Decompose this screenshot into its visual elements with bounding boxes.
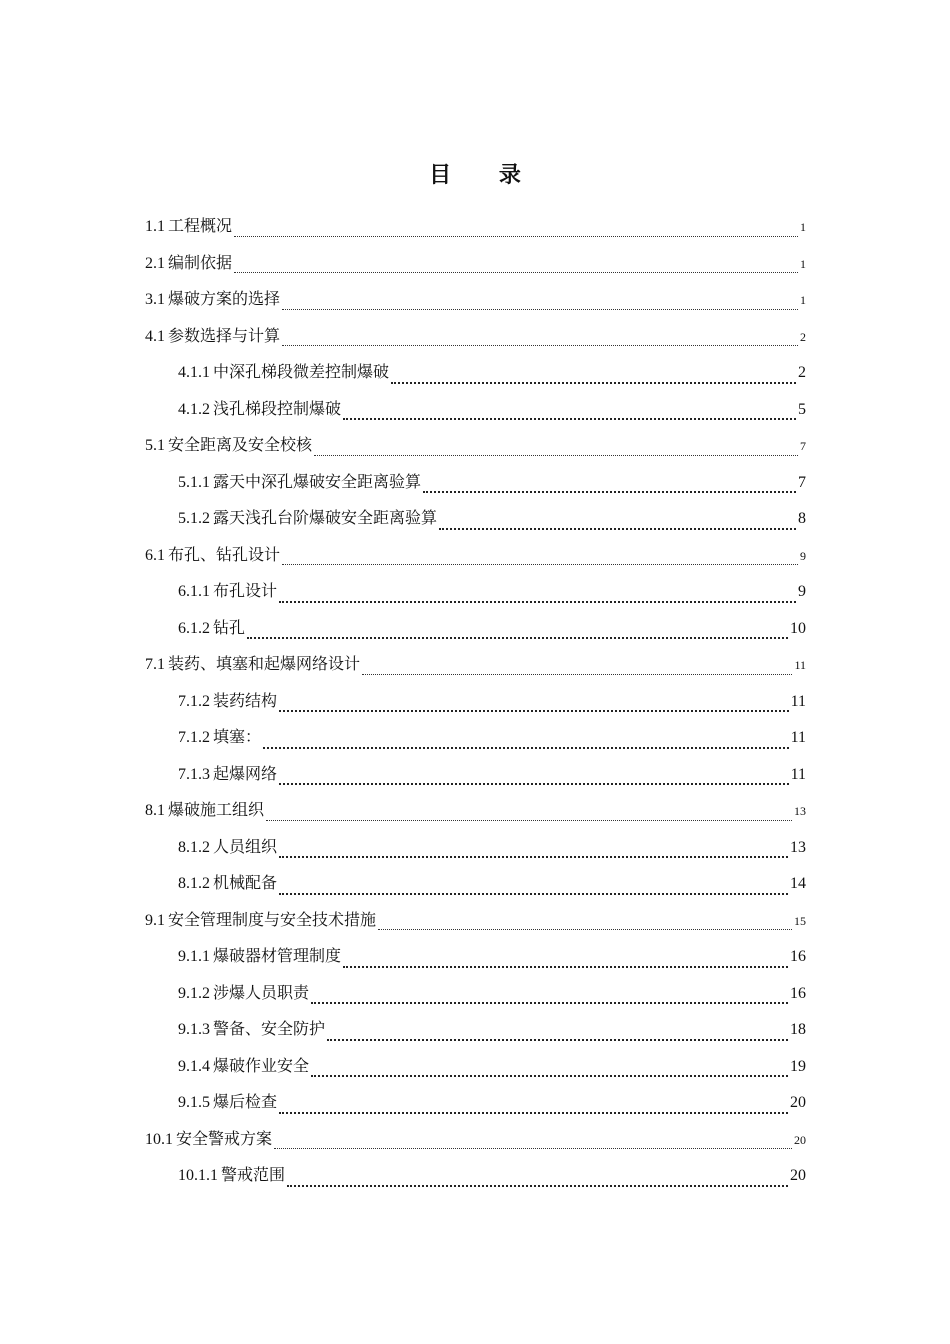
toc-entry[interactable] — [145, 537, 806, 574]
toc-entry-number: 8.1.2 — [178, 838, 210, 856]
toc-entry-title: 爆后检查 — [213, 1092, 278, 1111]
toc-entry-page-number: 19 — [790, 1057, 806, 1075]
toc-entry-title: 装药、填塞和起爆网络设计 — [168, 654, 361, 673]
table-of-contents — [145, 208, 806, 1194]
toc-entry-title: 参数选择与计算 — [168, 325, 281, 345]
toc-entry-title: 编制依据 — [168, 252, 233, 272]
toc-entry[interactable] — [145, 573, 806, 610]
toc-dot-leader — [287, 1174, 788, 1194]
toc-dot-leader — [279, 882, 788, 902]
toc-entry-page-number: 11 — [790, 729, 806, 746]
toc-entry[interactable] — [145, 391, 806, 428]
toc-entry-title: 爆破器材管理制度 — [213, 946, 342, 965]
toc-entry-title: 布孔设计 — [213, 581, 278, 600]
toc-entry-number: 4.1 — [145, 327, 165, 345]
toc-dot-leader — [282, 334, 798, 354]
toc-entry-page-number: 20 — [790, 1167, 806, 1184]
toc-entry-title: 爆破方案的选择 — [168, 289, 281, 308]
toc-entry-page-number: 20 — [794, 1132, 806, 1147]
toc-entry-title: 安全管理制度与安全技术措施 — [168, 909, 377, 929]
toc-dot-leader — [279, 1101, 788, 1121]
toc-entry[interactable] — [145, 427, 806, 464]
toc-entry-page-number: 2 — [800, 329, 806, 344]
toc-entry-number: 6.1 — [145, 546, 165, 564]
toc-dot-leader — [343, 955, 788, 975]
toc-entry-number: 8.1 — [145, 802, 165, 819]
toc-entry[interactable] — [145, 208, 806, 245]
toc-dot-leader — [327, 1028, 788, 1048]
toc-entry-number: 9.1.1 — [178, 948, 210, 965]
toc-entry-number: 7.1.3 — [178, 765, 210, 783]
toc-entry-title: 布孔、钻孔设计 — [168, 544, 281, 564]
toc-dot-leader — [234, 261, 798, 281]
toc-entry-page-number: 1 — [800, 220, 806, 234]
toc-entry-number: 5.1.2 — [178, 510, 210, 527]
toc-entry-page-number: 16 — [790, 948, 806, 965]
toc-dot-leader — [282, 553, 798, 573]
toc-dot-leader — [439, 517, 796, 537]
toc-entry-page-number: 13 — [790, 838, 806, 856]
toc-dot-leader — [391, 371, 796, 391]
toc-entry[interactable] — [145, 829, 806, 866]
toc-entry-page-number: 5 — [798, 400, 806, 418]
toc-entry-number: 9.1 — [145, 911, 165, 929]
toc-entry[interactable] — [145, 719, 806, 756]
toc-entry[interactable] — [145, 646, 806, 683]
toc-entry-title: 露天浅孔台阶爆破安全距离验算 — [213, 508, 438, 527]
toc-entry-title: 工程概况 — [168, 216, 233, 235]
toc-entry-number: 5.1 — [145, 437, 165, 454]
toc-entry-page-number: 13 — [794, 804, 806, 818]
toc-entry-title: 装药结构 — [213, 690, 278, 710]
toc-entry-number: 2.1 — [145, 254, 165, 272]
toc-entry[interactable] — [145, 1157, 806, 1194]
toc-entry-number: 7.1.2 — [178, 692, 210, 710]
toc-dot-leader — [247, 626, 788, 646]
toc-entry[interactable] — [145, 1011, 806, 1048]
toc-entry[interactable] — [145, 1048, 806, 1085]
toc-entry[interactable] — [145, 281, 806, 318]
toc-entry[interactable] — [145, 245, 806, 282]
toc-entry-number: 9.1.4 — [178, 1057, 210, 1075]
toc-entry-title: 填塞： — [213, 727, 262, 746]
toc-dot-leader — [279, 845, 788, 865]
toc-dot-leader — [279, 590, 796, 610]
toc-entry-page-number: 18 — [790, 1021, 806, 1038]
toc-dot-leader — [266, 809, 792, 829]
toc-dot-leader — [343, 407, 796, 427]
toc-entry-page-number: 11 — [790, 692, 806, 710]
toc-entry[interactable] — [145, 902, 806, 939]
toc-dot-leader — [263, 736, 789, 756]
toc-entry-title: 安全警戒方案 — [176, 1128, 273, 1148]
toc-entry-title: 钻孔 — [213, 617, 246, 637]
toc-entry[interactable] — [145, 1084, 806, 1121]
toc-entry-page-number: 16 — [790, 984, 806, 1002]
toc-entry-number: 7.1.2 — [178, 729, 210, 746]
toc-dot-leader — [314, 444, 798, 464]
toc-dot-leader — [274, 1137, 792, 1157]
toc-entry-page-number: 9 — [800, 548, 806, 563]
toc-entry-page-number: 2 — [798, 364, 806, 381]
toc-entry-number: 6.1.2 — [178, 619, 210, 637]
toc-entry-number: 4.1.1 — [178, 364, 210, 381]
toc-entry-number: 4.1.2 — [178, 400, 210, 418]
toc-entry-number: 3.1 — [145, 291, 165, 308]
toc-entry[interactable] — [145, 610, 806, 647]
toc-entry-page-number: 7 — [798, 473, 806, 491]
toc-entry-title: 爆破施工组织 — [168, 800, 265, 819]
toc-entry[interactable] — [145, 975, 806, 1012]
toc-dot-leader — [423, 480, 796, 500]
toc-entry-page-number: 15 — [794, 913, 806, 928]
toc-entry[interactable] — [145, 464, 806, 501]
toc-entry[interactable] — [145, 354, 806, 391]
toc-entry-title: 人员组织 — [213, 836, 278, 856]
toc-dot-leader — [311, 991, 788, 1011]
toc-dot-leader — [234, 225, 798, 245]
toc-entry-title: 涉爆人员职责 — [213, 982, 310, 1002]
toc-entry-page-number: 1 — [800, 293, 806, 307]
toc-entry-number: 8.1.2 — [178, 875, 210, 892]
toc-title: 目 录 — [429, 162, 541, 188]
toc-entry-page-number: 10 — [790, 619, 806, 637]
toc-entry-page-number: 8 — [798, 510, 806, 527]
toc-entry-number: 9.1.5 — [178, 1094, 210, 1111]
toc-entry-title: 警备、安全防护 — [213, 1019, 326, 1038]
toc-entry-title: 警戒范围 — [221, 1165, 286, 1184]
toc-entry-page-number: 14 — [790, 875, 806, 892]
toc-entry[interactable] — [145, 865, 806, 902]
toc-dot-leader — [279, 772, 789, 792]
toc-entry-page-number: 9 — [798, 583, 806, 600]
toc-entry[interactable] — [145, 938, 806, 975]
toc-entry-page-number: 20 — [790, 1094, 806, 1111]
toc-dot-leader — [282, 298, 798, 318]
toc-entry[interactable] — [145, 318, 806, 355]
toc-entry-title: 起爆网络 — [213, 763, 278, 783]
toc-entry[interactable] — [145, 1121, 806, 1158]
toc-entry-title: 中深孔梯段微差控制爆破 — [213, 362, 390, 381]
toc-dot-leader — [279, 699, 789, 719]
toc-entry-title: 爆破作业安全 — [213, 1055, 310, 1075]
toc-entry-number: 9.1.2 — [178, 984, 210, 1002]
toc-entry-number: 10.1.1 — [178, 1167, 218, 1184]
toc-entry[interactable] — [145, 683, 806, 720]
toc-entry-page-number: 7 — [800, 439, 806, 453]
toc-entry-title: 浅孔梯段控制爆破 — [213, 398, 342, 418]
toc-entry-number: 1.1 — [145, 218, 165, 235]
toc-entry-number: 6.1.1 — [178, 583, 210, 600]
toc-entry-title: 露天中深孔爆破安全距离验算 — [213, 471, 422, 491]
toc-entry-page-number: 1 — [800, 256, 806, 271]
toc-entry[interactable] — [145, 756, 806, 793]
toc-entry-number: 10.1 — [145, 1130, 173, 1148]
toc-entry-number: 5.1.1 — [178, 473, 210, 491]
toc-dot-leader — [362, 663, 792, 683]
toc-entry[interactable] — [145, 792, 806, 829]
toc-entry-page-number: 11 — [790, 765, 806, 783]
toc-dot-leader — [311, 1064, 788, 1084]
toc-entry-number: 9.1.3 — [178, 1021, 210, 1038]
toc-entry[interactable] — [145, 500, 806, 537]
toc-entry-title: 安全距离及安全校核 — [168, 435, 313, 454]
toc-entry-page-number: 11 — [794, 658, 806, 672]
toc-entry-number: 7.1 — [145, 656, 165, 673]
toc-entry-title: 机械配备 — [213, 873, 278, 892]
toc-dot-leader — [378, 918, 792, 938]
